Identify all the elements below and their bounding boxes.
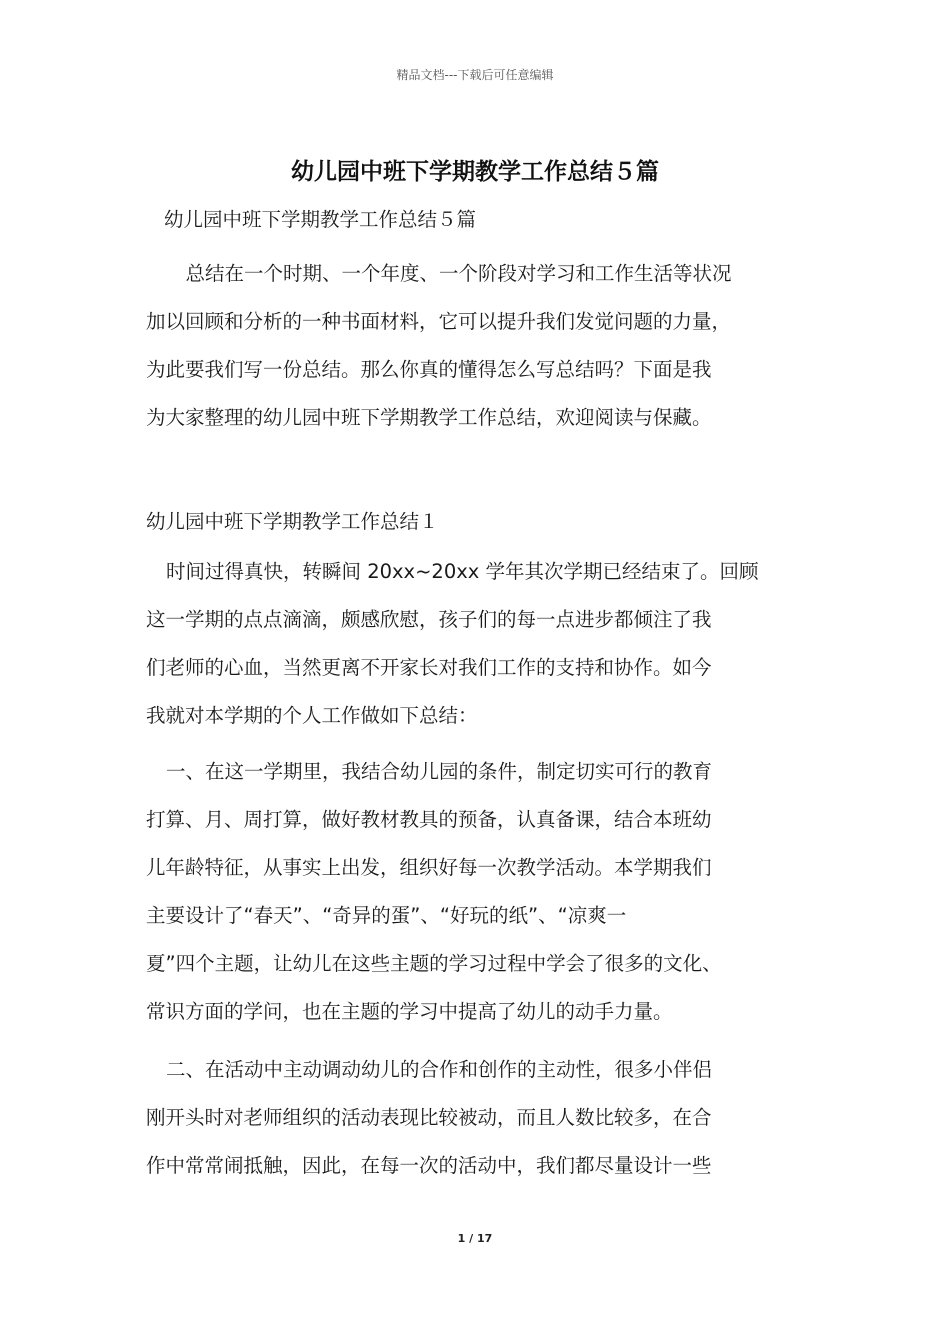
body-paragraph-3 bbox=[146, 1046, 836, 1190]
subtitle-text: 幼儿园中班下学期教学工作总结５篇 bbox=[164, 208, 477, 231]
paragraph-line: 时间过得真快，转瞬间 20xx~20xx 学年其次学期已经结束了。回顾 bbox=[166, 560, 759, 583]
paragraph-line: 这一学期的点点滴滴，颇感欣慰，孩子们的每一点进步都倾注了我 bbox=[146, 608, 712, 631]
paragraph-line: 儿年龄特征，从事实上出发，组织好每一次教学活动。本学期我们 bbox=[146, 856, 712, 879]
intro-line: 为此要我们写一份总结。那么你真的懂得怎么写总结吗？下面是我 bbox=[146, 358, 712, 381]
body-paragraph-1 bbox=[146, 548, 836, 740]
paragraph-line: 刚开头时对老师组织的活动表现比较被动，而且人数比较多，在合 bbox=[146, 1106, 712, 1129]
intro-line: 加以回顾和分析的一种书面材料，它可以提升我们发觉问题的力量， bbox=[146, 310, 732, 333]
paragraph-line: 二、在活动中主动调动幼儿的合作和创作的主动性，很多小伴侣 bbox=[166, 1058, 713, 1081]
page-header-note: 精品文档---下载后可任意编辑 bbox=[396, 68, 554, 82]
document-title: 幼儿园中班下学期教学工作总结５篇 bbox=[291, 159, 659, 185]
intro-line: 为大家整理的幼儿园中班下学期教学工作总结，欢迎阅读与保藏。 bbox=[146, 406, 712, 429]
paragraph-line: 常识方面的学问，也在主题的学习中提高了幼儿的动手力量。 bbox=[146, 1000, 673, 1023]
paragraph-line: 们老师的心血，当然更离不开家长对我们工作的支持和协作。如今 bbox=[146, 656, 712, 679]
section-heading bbox=[146, 498, 836, 546]
paragraph-line: 我就对本学期的个人工作做如下总结： bbox=[146, 704, 478, 727]
paragraph-line: 作中常常闹抵触，因此，在每一次的活动中，我们都尽量设计一些 bbox=[146, 1154, 712, 1177]
paragraph-line: 一、在这一学期里，我结合幼儿园的条件，制定切实可行的教育 bbox=[166, 760, 713, 783]
paragraph-line: 夏”四个主题，让幼儿在这些主题的学习过程中学会了很多的文化、 bbox=[146, 952, 722, 975]
section-heading-text: 幼儿园中班下学期教学工作总结１ bbox=[146, 510, 439, 533]
page-number: 1 / 17 bbox=[457, 1232, 493, 1245]
document-subtitle bbox=[164, 196, 854, 244]
body-paragraph-2 bbox=[146, 748, 836, 1036]
intro-line: 总结在一个时期、一个年度、一个阶段对学习和工作生活等状况 bbox=[166, 262, 732, 285]
paragraph-line: 主要设计了“春天”、“奇异的蛋”、“好玩的纸”、“凉爽一 bbox=[146, 904, 627, 927]
intro-paragraph bbox=[146, 250, 836, 442]
paragraph-line: 打算、月、周打算，做好教材教具的预备，认真备课，结合本班幼 bbox=[146, 808, 712, 831]
